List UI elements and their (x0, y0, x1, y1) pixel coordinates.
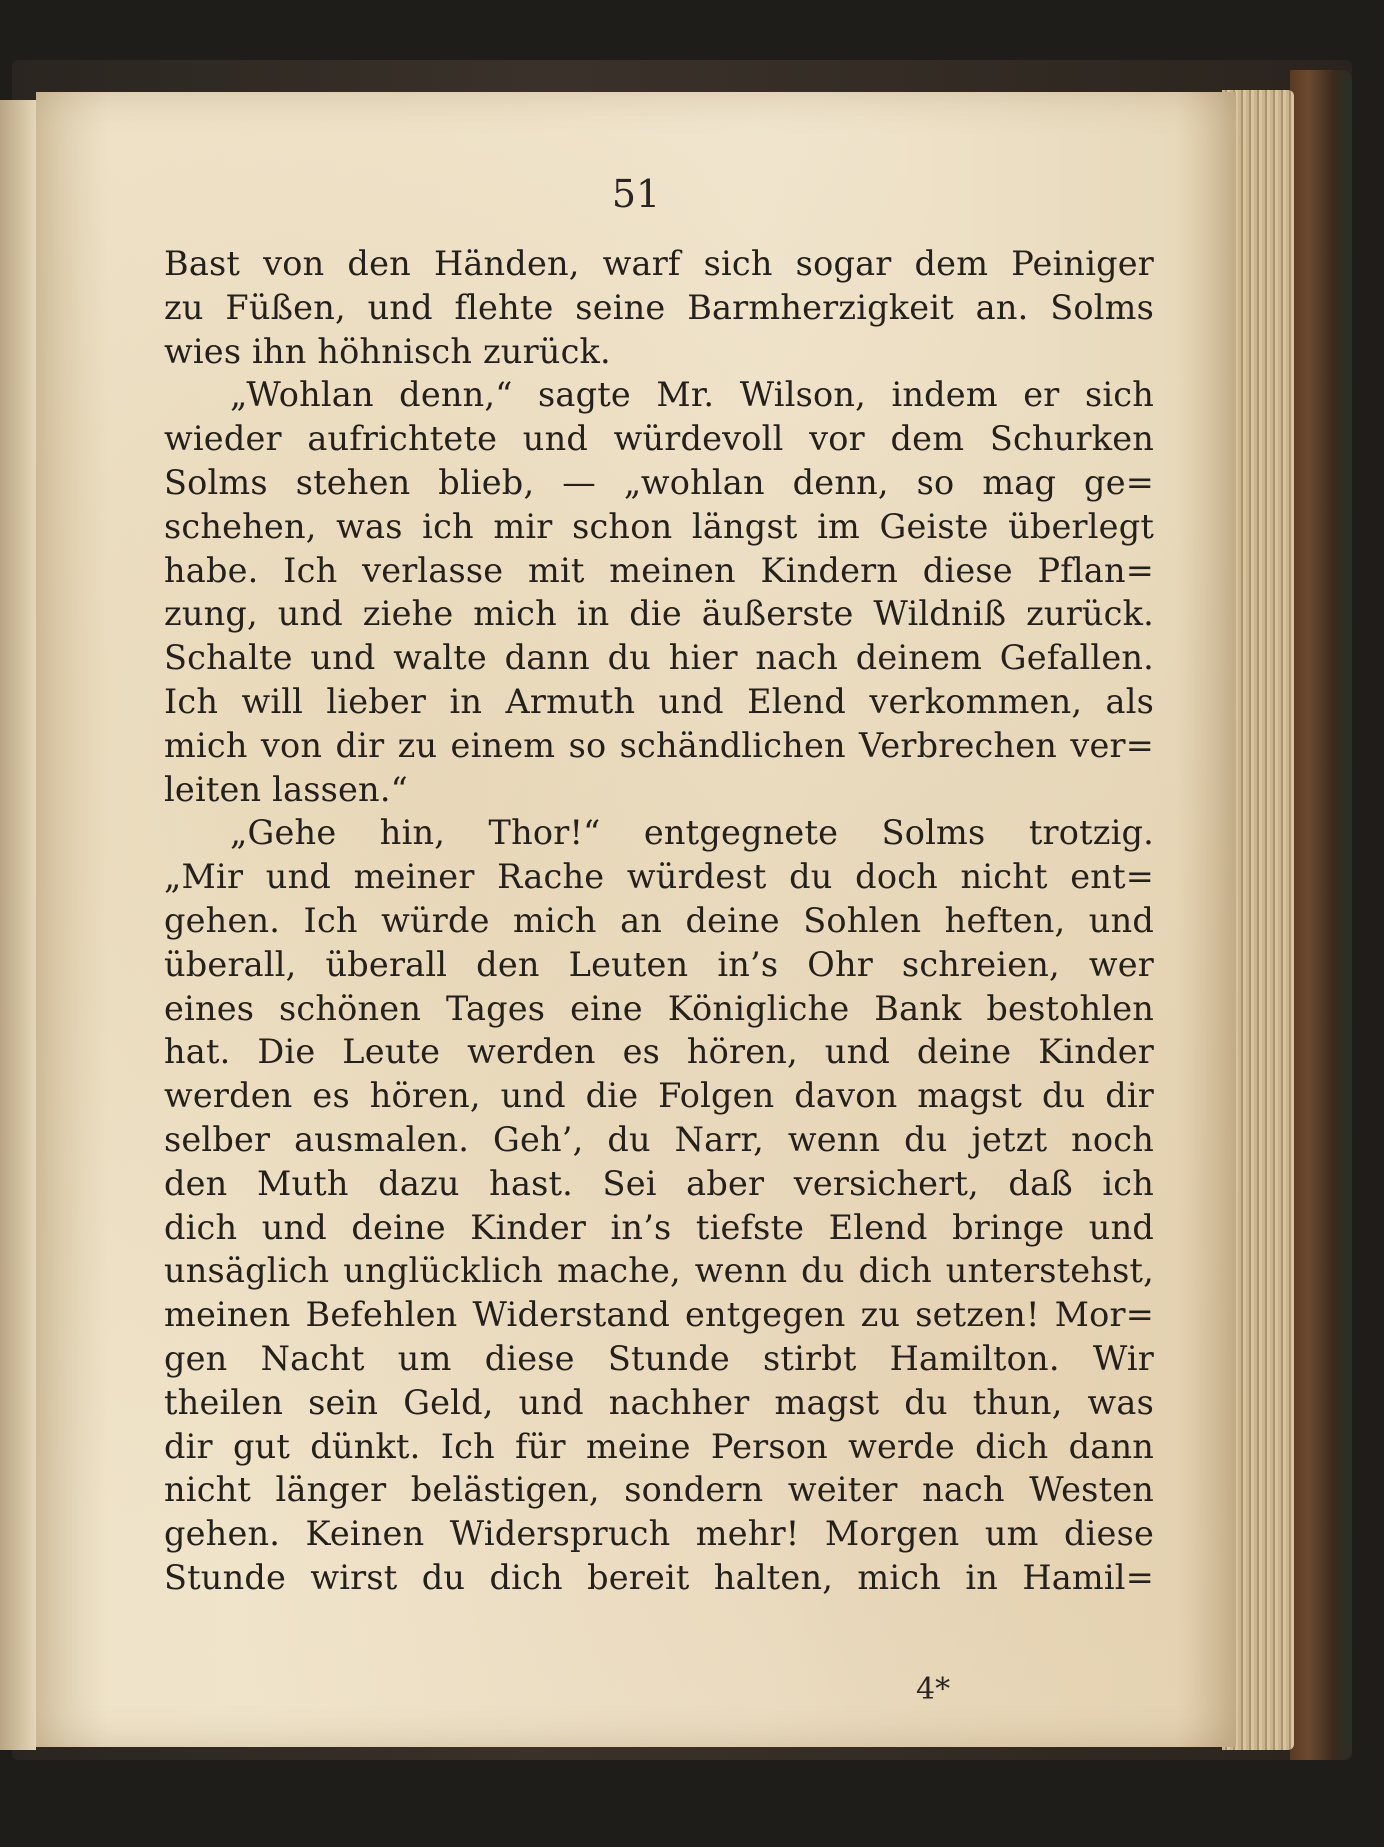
text-line: gen Nacht um diese Stunde stirbt Hamilton. Wir (164, 1338, 1154, 1378)
text-line: gehen. Keinen Widerspruch mehr! Morgen um diese (164, 1514, 1154, 1554)
page-text (164, 242, 1154, 1600)
text-line: werden es hören, und die Folgen davon magst du dir (164, 1076, 1154, 1116)
text-line: selber ausmalen. Geh’, du Narr, wenn du jetzt noch (164, 1119, 1154, 1159)
book-back-cover (1290, 70, 1352, 1760)
text-line: theilen sein Geld, und nachher magst du thun, was (164, 1382, 1154, 1422)
text-line: nicht länger belästigen, sondern weiter nach Westen (164, 1470, 1154, 1510)
text-line: den Muth dazu hast. Sei aber versichert, daß ich (164, 1163, 1154, 1203)
facing-page-edge (0, 100, 36, 1750)
book-page (36, 92, 1236, 1747)
text-line: unsäglich unglücklich mache, wenn du dich unterstehst, (164, 1251, 1154, 1291)
text-line: „Wohlan denn,“ sagte Mr. Wilson, indem er sich (230, 375, 1154, 415)
text-line: Ich will lieber in Armuth und Elend verkommen, als (164, 681, 1154, 721)
text-line: habe. Ich verlasse mit meinen Kindern diese Pflan= (164, 550, 1154, 590)
text-line: „Gehe hin, Thor!“ entgegnete Solms trotzig. (230, 813, 1154, 853)
text-line: hat. Die Leute werden es hören, und deine Kinder (164, 1032, 1154, 1072)
text-line: wieder aufrichtete und würdevoll vor dem Schurken (164, 419, 1154, 459)
text-line: leiten lassen.“ (164, 769, 409, 809)
text-line: schehen, was ich mir schon längst im Geiste überlegt (164, 506, 1154, 546)
text-line: Stunde wirst du dich bereit halten, mich in Hamil= (164, 1557, 1154, 1597)
printer-signature-mark: 4* (916, 1672, 951, 1707)
page-number: 51 (611, 172, 661, 216)
text-line: gehen. Ich würde mich an deine Sohlen heften, und (164, 900, 1154, 940)
text-line: „Mir und meiner Rache würdest du doch nicht ent= (164, 857, 1154, 897)
text-line: zu Füßen, und flehte seine Barmherzigkeit an. Solms (164, 287, 1154, 327)
text-line: Solms stehen blieb, — „wohlan denn, so mag ge= (164, 462, 1154, 502)
text-line: Bast von den Händen, warf sich sogar dem Peiniger (164, 244, 1154, 283)
text-line: Schalte und walte dann du hier nach deinem Gefallen. (164, 638, 1154, 678)
text-line: meinen Befehlen Widerstand entgegen zu setzen! Mor= (164, 1295, 1154, 1335)
text-line: mich von dir zu einem so schändlichen Verbrechen ver= (164, 725, 1154, 765)
text-line: wies ihn höhnisch zurück. (164, 331, 611, 371)
text-line: zung, und ziehe mich in die äußerste Wildniß zurück. (164, 594, 1154, 634)
text-line: dir gut dünkt. Ich für meine Person werde dich dann (164, 1426, 1154, 1466)
text-line: dich und deine Kinder in’s tiefste Elend bringe und (164, 1207, 1154, 1247)
text-line: eines schönen Tages eine Königliche Bank bestohlen (164, 988, 1154, 1028)
text-line: überall, überall den Leuten in’s Ohr schreien, wer (164, 944, 1154, 984)
